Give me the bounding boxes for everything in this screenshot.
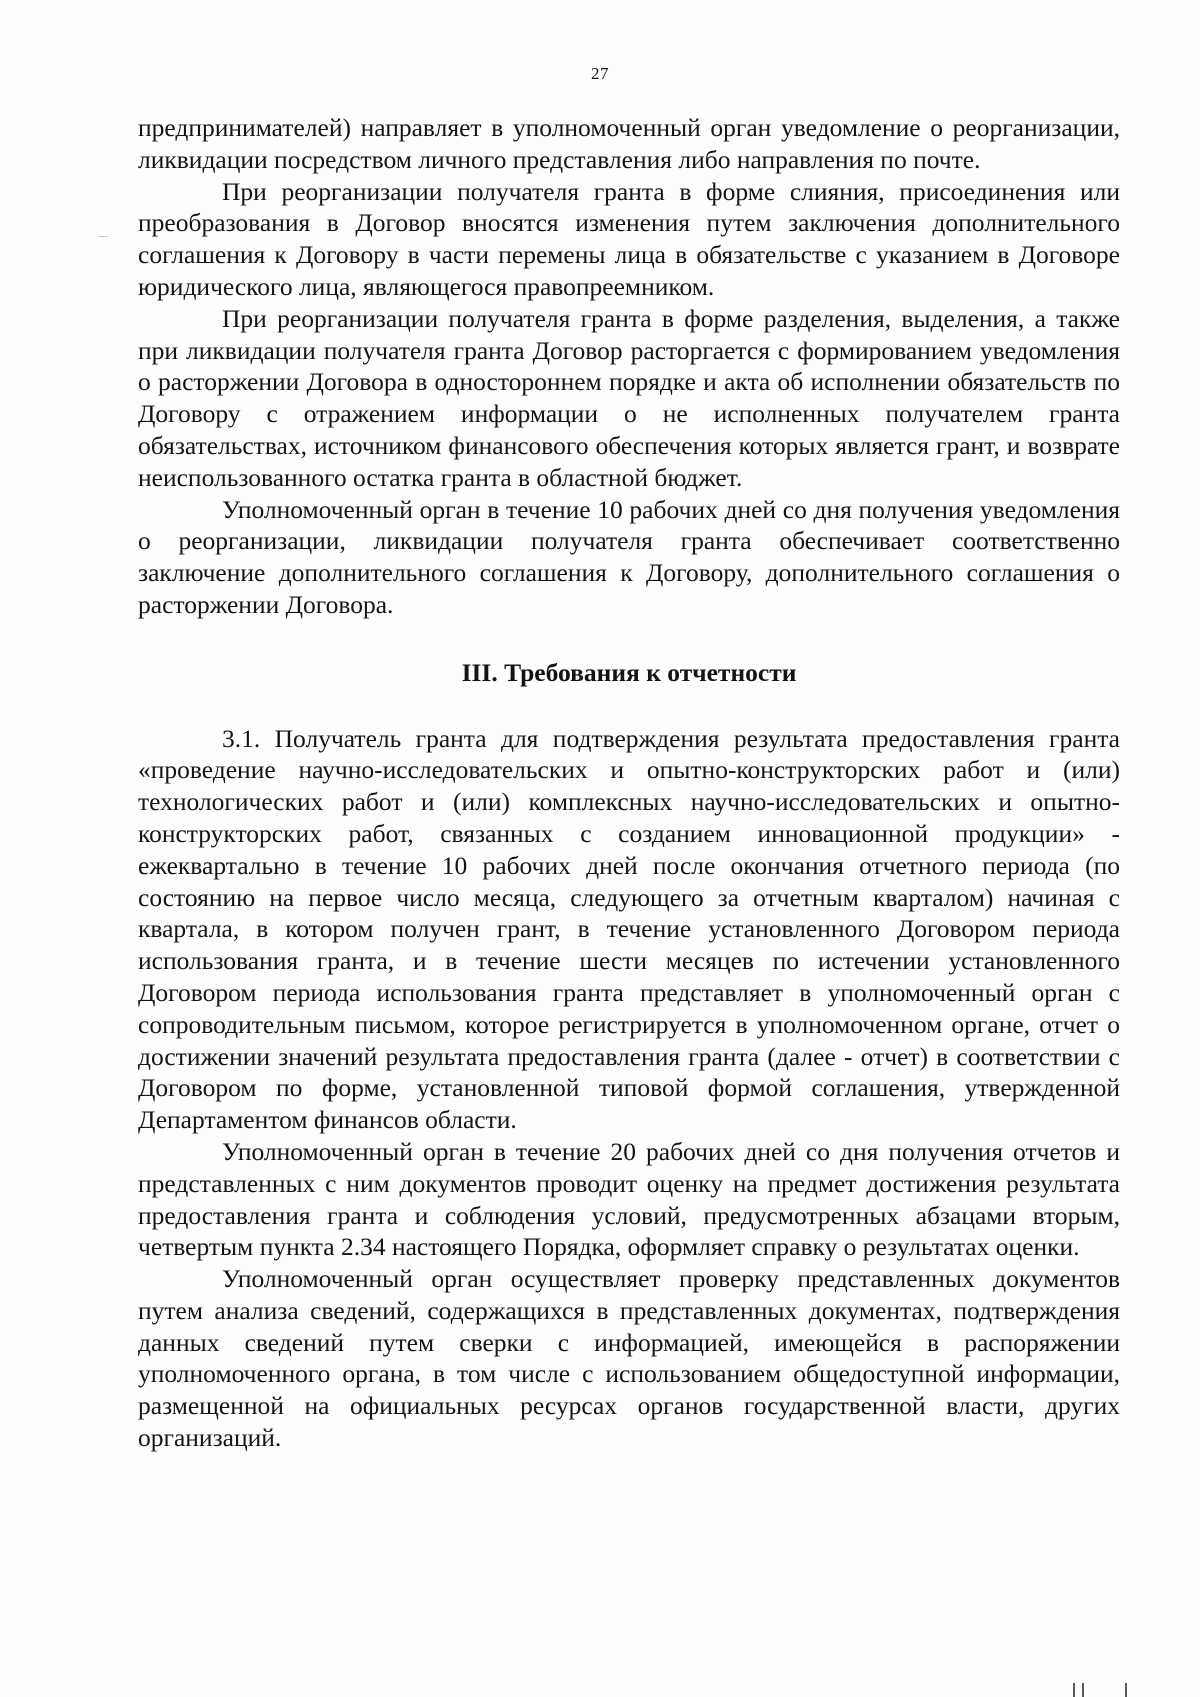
scan-margin-mark: [98, 236, 108, 237]
paragraph-division-liquidation: При реорганизации получателя гранта в форме разделения, выделения, а также при ликвидации получателя гранта Договор расторгается с формированием уведомления о расторжении Договора в одностороннем порядке и акта об исполнении обязательств по Договору с отражением информации о не исполненных получателем гранта обязательствах, источником финансового обеспечения которых является грант, и возврате неиспользованного остатка гранта в областной бюджет.: [138, 303, 1120, 492]
section-heading: III. Требования к отчетности: [461, 657, 797, 687]
paragraph-document-verification: Уполномоченный орган осуществляет проверку представленных документов путем анализа сведений, содержащихся в представленных документах, подтверждения данных сведений путем сверки с информацией, имеющейся в распоряжении уполномоченного органа, в том числе с использованием общедоступной информации, размещенной на официальных ресурсах органов государственной власти, других организаций.: [138, 1264, 1120, 1453]
page-number: 27: [591, 64, 609, 83]
paragraph-authority-notification: Уполномоченный орган в течение 10 рабочих дней со дня получения уведомления о реорганизации, ликвидации получателя гранта обеспечивает соответственно заключение дополнительного соглашения к Договору, дополнительного соглашения о расторжении Договора.: [138, 494, 1120, 619]
scan-edge-marks: [1073, 1680, 1133, 1697]
page-content: [138, 112, 1120, 1454]
paragraph-merger-reorganization: При реорганизации получателя гранта в форме слияния, присоединения или преобразования в Договор вносятся изменения путем заключения дополнительного соглашения к Договору в части перемены лица в обязательстве с указанием в Договоре юридического лица, являющегося правопреемником.: [138, 176, 1120, 301]
paragraph-report-evaluation: Уполномоченный орган в течение 20 рабочих дней со дня получения отчетов и представленных с ним документов проводит оценку на предмет достижения результата предоставления гранта и соблюдения условий, предусмотренных абзацами вторым, четвертым пункта 2.34 настоящего Порядка, оформляет справку о результатах оценки.: [138, 1136, 1120, 1262]
paragraph-continuation: предпринимателей) направляет в уполномоченный орган уведомление о реорганизации, ликвидации посредством личного представления либо направления по почте.: [138, 113, 1120, 174]
paragraph-clause-3-1: 3.1. Получатель гранта для подтверждения результата предоставления гранта «проведение научно-исследовательских и опытно-конструкторских работ и (или) технологических работ и (или) комплексных научно-исследовательских и опытно-конструкторских работ, связанных с созданием инновационной продукции» - ежеквартально в течение 10 рабочих дней после окончания отчетного периода (по состоянию на первое число месяца, следующего за отчетным кварталом) начиная с квартала, в котором получен грант, в течение установленного Договором периода использования гранта, и в течение шести месяцев по истечении установленного Договором периода использования гранта представляет в уполномоченный орган с сопроводительным письмом, которое регистрируется в уполномоченном органе, отчет о достижении значений результата предоставления гранта (далее - отчет) в соответствии с Договором по форме, установленной типовой формой соглашения, утвержденной Департаментом финансов области.: [138, 723, 1120, 1135]
